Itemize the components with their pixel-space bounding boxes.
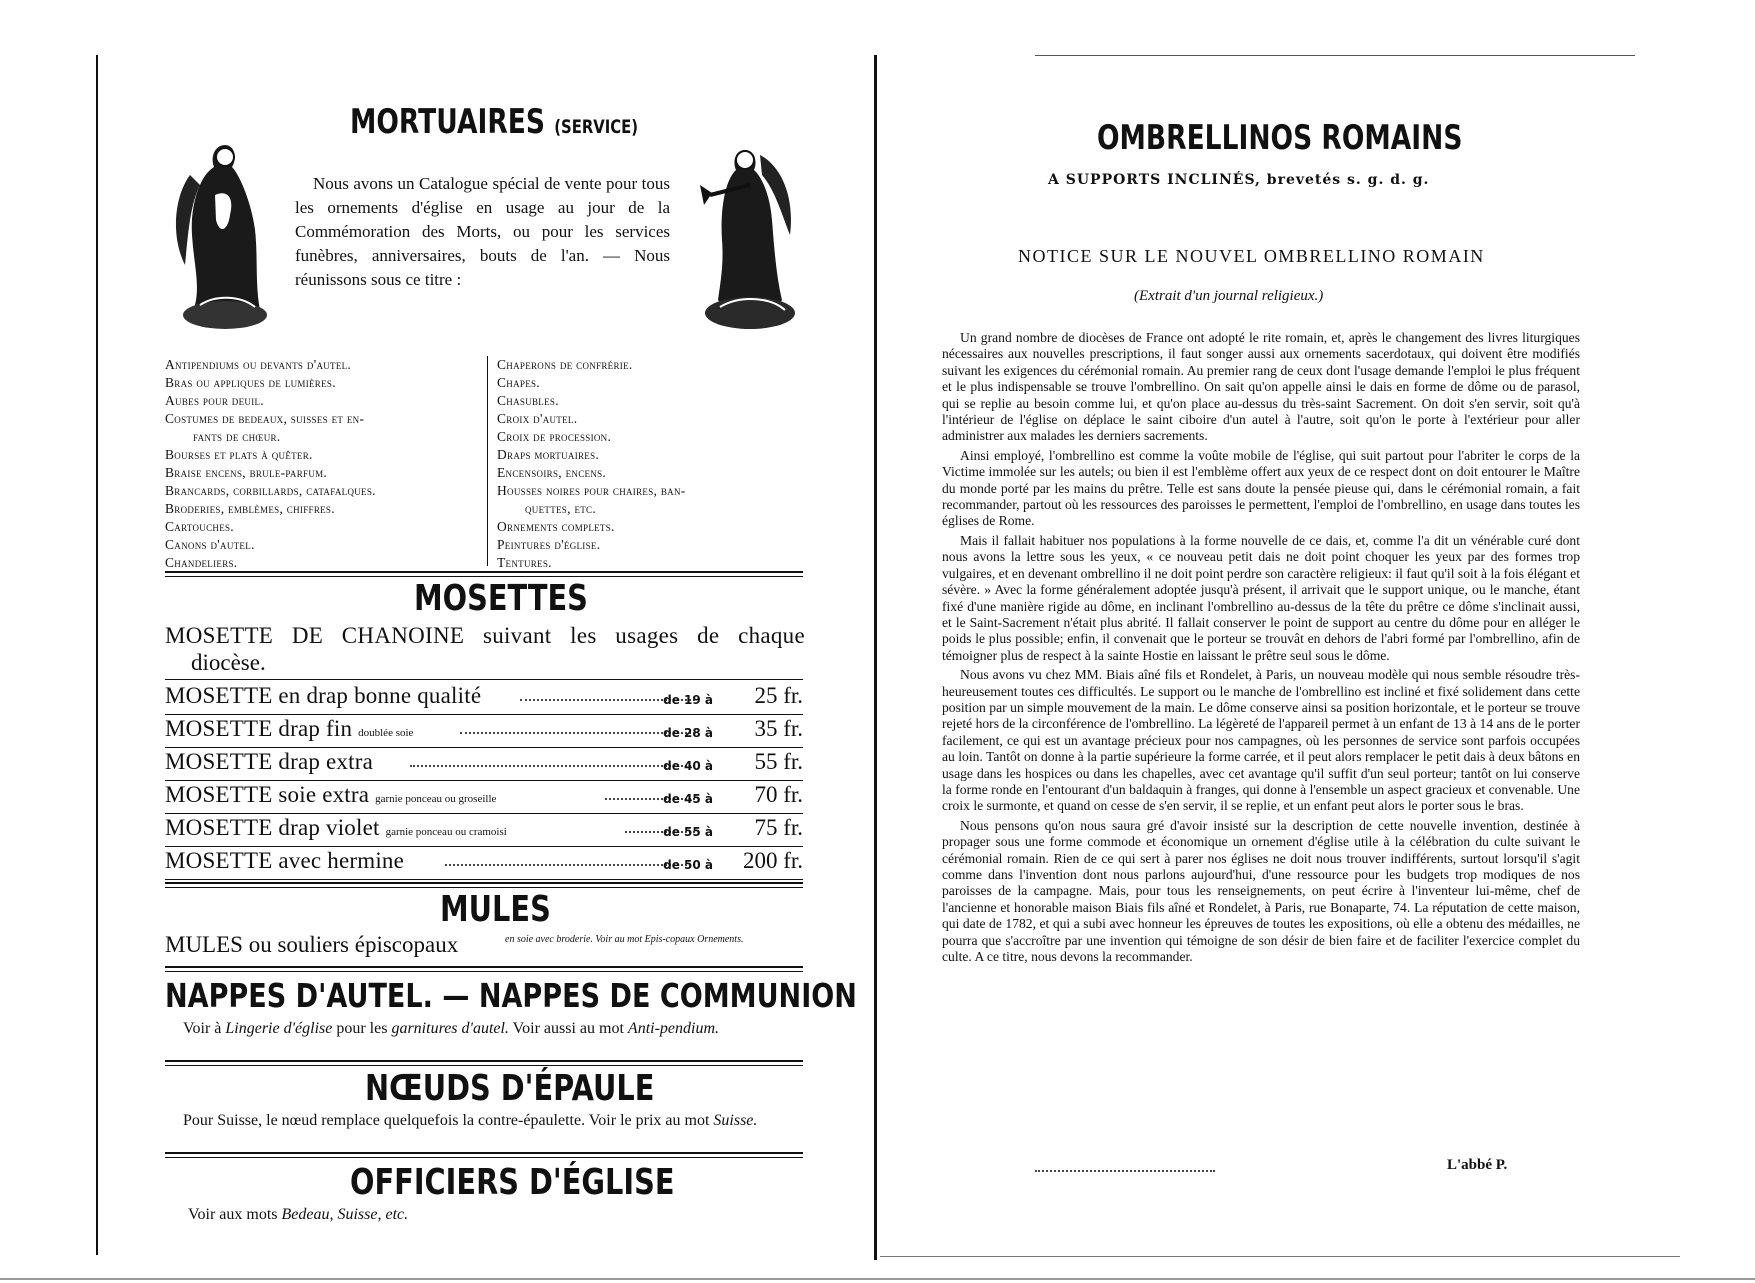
mosette-label: MOSETTE en drap bonne qualité [165, 683, 482, 708]
table-row [165, 747, 803, 781]
mules-text: MULES ou souliers épiscopaux [165, 932, 459, 957]
mosettes-title: MOSETTES [414, 578, 588, 619]
mortuaires-subtitle: (SERVICE) [554, 116, 638, 138]
row-divider [165, 679, 803, 680]
section-divider [165, 966, 803, 972]
notice-source: (Extrait d'un journal religieux.) [1134, 288, 1324, 304]
mosette-price: 200 fr. [742, 848, 803, 873]
section-divider [165, 571, 803, 577]
article-paragraph: Ainsi employé, l'ombrellino est comme la voûte mobile de l'église, qui suit partout pour l'abriter le corps de la Victime immolée sur les autels; ou bien il est l'emblème offert aux yeux de ce respect dont on doit entourer le Maître du monde porté par les mains du prêtre. Telle est sans doute la pensée pieuse qui, dans le cérémonial romain, a fait recommander, partout où les ressources des paroisses le permettent, l'emploi de l'ombrellino, en usage dans toutes les églises de Rome. [942, 447, 1580, 529]
table-row [165, 681, 803, 715]
noeuds-text: Pour Suisse, le nœud remplace quelquefois la contre-épaulette. Voir le prix au mot Suisse. [183, 1112, 758, 1129]
article-paragraph: Nous pensons qu'on nous saura gré d'avoir insisté sur la description de cette nouvelle invention, destinée à propager sous une forme commode et économique un ornement d'église utile à la célébration du culte suivant le cérémonial romain. Rien de ce qui sert à parer nos églises ne doit nous trouver indifférents, surtout lorsqu'il s'agit comme dans l'invention dont nous parlons aujourd'hui, d'une ressource pour les budgets trop modiques de nos paroisses de la campagne. Mais, pour tous les renseignements, on peut écrire à l'inventeur lui-même, chef de l'ancienne et honorable maison Biais fils aîné et Rondelet, à Paris, rue Bonaparte, 74. La réputation de cette maison, qui date de 1782, et qui a subi avec honneur les épreuves de toutes les expositions, où elle a obtenu des médailles, ne pourra que s'accroître par une invention qui témoigne de son désir de bien faire et de faciliter l'exercice complet du culte. A ce titre, nous devons la recommander. [942, 817, 1580, 965]
angel-trumpet-illustration [690, 135, 800, 335]
nappes-title: NAPPES D'AUTEL. — NAPPES DE COMMUNION [165, 976, 857, 1015]
mosette-from: de 50 à [663, 858, 713, 872]
list-item: Bourses et plats à quêter. [165, 447, 313, 462]
signature: L'abbé P. [1447, 1157, 1508, 1173]
mortuaires-title: MORTUAIRES (SERVICE) [350, 102, 638, 142]
list-item: Bras ou appliques de lumières. [165, 375, 336, 390]
mosette-label: MOSETTE drap extra [165, 749, 373, 774]
mosette-chanoine-line: MOSETTE DE CHANOINE suivant les usages de chaque [165, 623, 805, 648]
mosette-label: MOSETTE drap fin [165, 716, 353, 741]
mosette-chanoine-line-2: diocèse. [191, 650, 266, 675]
list-item: Canons d'autel. [165, 537, 255, 552]
list-item: Chapes. [497, 375, 540, 390]
mosette-from: de 55 à [663, 825, 713, 839]
nappes-text: Voir à Lingerie d'église pour les garnitures d'autel. Voir aussi au mot Anti-pendium. [183, 1020, 720, 1037]
notice-article [942, 330, 1580, 968]
list-item: Croix d'autel. [497, 411, 578, 426]
bottom-scan-edge [0, 1278, 1755, 1280]
mules-note: en soie avec broderie. Voir au mot Epis-copaux Ornements. [505, 934, 744, 945]
list-item: Cartouches. [165, 519, 234, 534]
mosette-from: de 19 à [663, 693, 713, 707]
right-page-bottom-rule [880, 1256, 1680, 1257]
list-item: Braise encens, brule-parfum. [165, 465, 328, 480]
table-row [165, 813, 803, 847]
mosette-label: MOSETTE drap violet [165, 815, 380, 840]
mosette-from: de 45 à [663, 792, 713, 806]
section-divider [165, 1060, 803, 1066]
list-item: Chasubles. [497, 393, 559, 408]
officiers-text: Voir aux mots Bedeau, Suisse, etc. [188, 1206, 409, 1223]
mosette-price: 70 fr. [754, 782, 803, 807]
list-divider [487, 356, 488, 566]
left-page-edge [96, 55, 98, 1255]
section-divider [165, 1152, 803, 1158]
mosette-label: MOSETTE avec hermine [165, 848, 405, 873]
mules-title: MULES [440, 889, 551, 930]
list-item: Antipendiums ou devants d'autel. [165, 357, 352, 372]
signature-dots [1035, 1170, 1215, 1172]
mules-line [165, 932, 805, 966]
table-row [165, 780, 803, 814]
mosette-price: 25 fr. [754, 683, 803, 708]
mosette-label: MOSETTE soie extra [165, 782, 370, 807]
right-page-top-rule [1035, 55, 1635, 56]
list-item: Chaperons de confrérie. [497, 357, 633, 372]
list-item: Housses noires pour chaires, ban- [497, 483, 686, 498]
mosette-note: doublée soie [358, 727, 414, 739]
officiers-title: OFFICIERS D'ÉGLISE [350, 1162, 675, 1203]
list-item: Aubes pour deuil. [165, 393, 264, 408]
article-paragraph: Mais il fallait habituer nos populations à la forme nouvelle de ce dais, et, comme l'a dit un vénérable curé dont nous avons la lettre sous les yeux, « ce nouveau petit dais ne doit point choquer les yeux par des formes trop vulgaires, et en devenant ombrellino il ne doit point perdre son caractère religieux: il faut qu'il soit à la fois élégant et sévère. » Avec la forme généralement adoptée jusqu'à présent, il arrivait que le support unique, ou le manche, étant fixé d'une manière rigide au dôme, en inclinant l'ombrellino au-dessus de la tête du prêtre ce dôme s'inclinait aussi, et le Saint-Sacrement n'était plus abrité. Il fallait conserver le point de support au centre du dôme pour en alléger le poids le plus possible; enfin, il convenait que le porteur se trouvât en dehors de l'abri formé par l'ombrellino, afin de témoigner plus de respect à la sainte Hostie en laissant le prêtre seul sous le dôme. [942, 532, 1580, 663]
mortuaires-left-list [165, 356, 485, 572]
mortuaires-right-list [497, 356, 803, 572]
mosette-note: garnie ponceau ou groseille [375, 793, 497, 805]
table-row [165, 714, 803, 748]
ombrellinos-title: OMBRELLINOS ROMAINS [1097, 118, 1463, 158]
list-item: quettes, etc. [525, 501, 597, 516]
mosette-price: 75 fr. [754, 815, 803, 840]
mosette-note: garnie ponceau ou cramoisi [385, 826, 507, 838]
list-item: Ornements complets. [497, 519, 615, 534]
table-row [165, 846, 803, 880]
list-item: Tentures. [497, 555, 552, 570]
list-item: Peintures d'église. [497, 537, 601, 552]
gutter-rule [874, 55, 877, 1260]
mosette-price: 35 fr. [754, 716, 803, 741]
mosette-from: de 28 à [663, 726, 713, 740]
mosette-price: 55 fr. [754, 749, 803, 774]
noeuds-title: NŒUDS D'ÉPAULE [365, 1068, 655, 1109]
list-item: Chandeliers. [165, 555, 238, 570]
list-item: Croix de procession. [497, 429, 612, 444]
list-item: Draps mortuaires. [497, 447, 600, 462]
notice-title: NOTICE SUR LE NOUVEL OMBRELLINO ROMAIN [1018, 246, 1485, 266]
list-item: Encensoirs, encens. [497, 465, 607, 480]
article-paragraph: Un grand nombre de diocèses de France ont adopté le rite romain, et, après le changement des livres liturgiques nécessaires aux nouvelles prescriptions, il faut songer aussi aux ornements sacerdotaux, qui doivent être modifiés suivant les exigences du cérémonial romain. Au premier rang de ceux dont l'usage demande l'emploi le plus fréquent et le plus indispensable se trouve l'ombrellino. On sait qu'on appelle ainsi le dais en forme de dôme ou de parasol, qui se replie au besoin comme lui, et qu'on place au-dessus du très-saint Sacrement. On doit s'en servir, soit qu'à l'intérieur de l'église on déplace le saint ciboire d'un autel à l'autre, soit qu'on le porte à l'extérieur pour aller administrer aux malades les derniers sacrements. [942, 330, 1580, 444]
list-item: Brancards, corbillards, catafalques. [165, 483, 376, 498]
list-item: fants de chœur. [193, 429, 281, 444]
list-item: Broderies, emblèmes, chiffres. [165, 501, 335, 516]
nappes-link-lingerie: Lingerie d'église [225, 1020, 333, 1037]
article-paragraph: Nous avons vu chez MM. Biais aîné fils et Rondelet, à Paris, un nouveau modèle qui nous semble résoudre très-heureusement toutes ces difficultés. Le support ou le manche de l'ombrellino est incliné et fixé solidement dans cette position par un simple mouvement de la main. Le dôme conserve ainsi sa position horizontale, et le porteur se trouve rejeté hors de la circonférence de l'ombrellino. La légèreté de l'appareil permet à un enfant de 13 à 14 ans de le porter facilement, ce qui est un avantage précieux pour nos campagnes, où les personnes de service sont parfois occupées au loin. Tantôt on donne à la partie supérieure la forme carrée, et il peut alors remplacer le petit dais à deux bâtons en usage dans les hospices ou dans les chapelles, avec cet avantage qu'il suffit d'un seul porteur; tantôt on lui conserve la forme ronde en l'entourant d'un baldaquin à franges, qui donne à l'ensemble un aspect gracieux et convenable. Une croix le surmonte, et quand on cesse de s'en servir, il se replie, et un enfant peut alors le porter sous le bras. [942, 667, 1580, 814]
ombrellinos-supports: A SUPPORTS INCLINÉS, brevetés s. g. d. g. [1048, 172, 1430, 188]
mortuaires-intro: Nous avons un Catalogue spécial de vente pour tous les ornements d'église en usage au jour de la Commémoration des Morts, ou pour les services funèbres, anniversaires, bouts de l'an. — Nous réunissons sous ce titre : [295, 174, 670, 289]
mosette-from: de 40 à [663, 759, 713, 773]
list-item: Costumes de bedeaux, suisses et en- [165, 411, 365, 426]
mosette-chanoine [165, 622, 805, 676]
section-divider [165, 882, 803, 888]
angel-praying-illustration [170, 135, 280, 335]
